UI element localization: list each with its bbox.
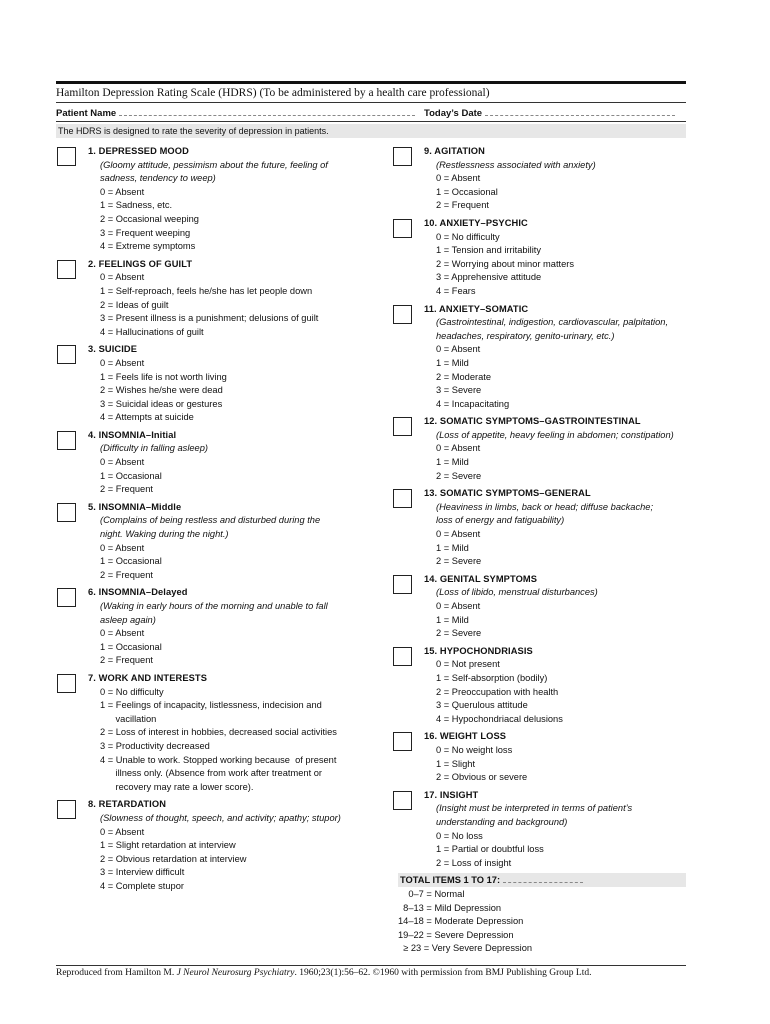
item-description: (Insight must be interpreted in terms of patient’s: [436, 803, 633, 814]
todays-date-label: Today’s Date: [424, 108, 483, 119]
item-description: loss of energy and fatiguability): [436, 515, 565, 526]
item-title: 17. INSIGHT: [424, 789, 479, 800]
total-line[interactable]: [503, 874, 583, 883]
item-title: 9. AGITATION: [424, 146, 485, 156]
item-option: 0 = No difficulty: [100, 686, 164, 697]
rating-item: [57, 672, 357, 794]
rating-item: [393, 573, 693, 641]
score-checkbox[interactable]: [57, 345, 76, 364]
item-option: 0 = No difficulty: [436, 231, 500, 242]
patient-name-line[interactable]: [119, 107, 415, 116]
item-title: 13. SOMATIC SYMPTOMS–GENERAL: [424, 488, 591, 499]
rating-item: [57, 798, 357, 893]
score-checkbox[interactable]: [57, 147, 76, 166]
rating-item: [393, 145, 693, 213]
score-checkbox[interactable]: [393, 305, 412, 324]
rating-item: [393, 487, 693, 569]
page-title: Hamilton Depression Rating Scale (HDRS) (To be administered by a health care professional): [56, 87, 490, 99]
score-range: 19–22 = Severe Depression: [398, 929, 514, 940]
rating-item: [393, 730, 693, 784]
top-rule: [56, 81, 686, 84]
item-option: 1 = Feelings of incapacity, listlessness, indecision and: [100, 700, 322, 711]
item-title: 4. INSOMNIA–Initial: [88, 429, 177, 440]
item-description: (Loss of appetite, heavy feeling in abdomen; constipation): [436, 429, 674, 440]
rating-item: [393, 415, 693, 483]
rating-item: [57, 343, 357, 425]
rating-item: [393, 645, 693, 727]
score-checkbox[interactable]: [57, 260, 76, 279]
item-option: 1 = Mild: [436, 614, 469, 625]
item-option: 0 = No loss: [436, 830, 483, 841]
score-checkbox[interactable]: [393, 575, 412, 594]
item-option: 2 = Worrying about minor matters: [436, 258, 575, 269]
item-option: 3 = Querulous attitude: [436, 700, 528, 711]
item-option: 2 = Obvious retardation at interview: [100, 853, 247, 864]
title-divider: [56, 102, 686, 103]
rating-item: [57, 145, 357, 254]
item-option: 2 = Preoccupation with health: [436, 686, 559, 697]
score-checkbox[interactable]: [393, 219, 412, 238]
item-option: 1 = Mild: [436, 357, 469, 368]
score-range: 8–13 = Mild Depression: [398, 902, 502, 913]
item-option: 1 = Slight: [436, 758, 476, 769]
item-title: 6. INSOMNIA–Delayed: [88, 587, 188, 598]
rating-item: [393, 303, 693, 412]
item-option: 1 = Partial or doubtful loss: [436, 844, 544, 855]
item-option: 1 = Occasional: [100, 641, 162, 652]
item-title: 5. INSOMNIA–Middle: [88, 501, 182, 512]
item-option: recovery may rate a lower score).: [100, 781, 254, 792]
item-option: 1 = Self-absorption (bodily): [436, 672, 548, 683]
item-option: 3 = Severe: [436, 385, 482, 396]
patient-name-label: Patient Name: [56, 108, 117, 119]
item-option: 1 = Sadness, etc.: [100, 200, 173, 211]
item-option: 4 = Fears: [436, 285, 476, 296]
item-description: sadness, tendency to weep): [100, 173, 216, 184]
item-description: night. Waking during the night.): [100, 529, 229, 540]
item-option: 2 = Severe: [436, 556, 482, 567]
item-description: understanding and background): [436, 816, 568, 827]
item-option: 1 = Tension and irritability: [436, 245, 541, 256]
footer-post: . 1960;23(1):56–62. ©1960 with permission from BMJ Publishing Group Ltd.: [294, 968, 592, 978]
item-option: 3 = Suicidal ideas or gestures: [100, 398, 223, 409]
item-option: 2 = Frequent: [100, 655, 153, 666]
item-option: 1 = Mild: [436, 542, 469, 553]
item-title: 14. GENITAL SYMPTOMS: [424, 573, 538, 584]
item-title: 16. WEIGHT LOSS: [424, 731, 507, 742]
item-option: 1 = Self-reproach, feels he/she has let people down: [100, 285, 313, 296]
item-description: (Gastrointestinal, indigestion, cardiovascular, palpitation,: [436, 317, 669, 328]
item-option: 2 = Obvious or severe: [436, 772, 528, 783]
score-interpretation: [398, 888, 532, 956]
item-option: 1 = Slight retardation at interview: [100, 840, 236, 851]
item-option: 4 = Complete stupor: [100, 880, 184, 891]
item-option: 0 = Absent: [100, 457, 145, 468]
item-option: 3 = Present illness is a punishment; delusions of guilt: [100, 313, 319, 324]
score-checkbox[interactable]: [393, 732, 412, 751]
score-checkbox[interactable]: [393, 147, 412, 166]
item-option: 3 = Apprehensive attitude: [436, 272, 542, 283]
patient-name-field[interactable]: [56, 107, 415, 119]
item-option: 0 = No weight loss: [436, 744, 513, 755]
item-option: 2 = Loss of insight: [436, 857, 512, 868]
item-option: 1 = Occasional: [436, 186, 498, 197]
footer-pre: Reproduced from Hamilton M.: [56, 968, 177, 978]
scale-description: The HDRS is designed to rate the severity of depression in patients.: [56, 124, 686, 138]
patient-divider: [56, 121, 686, 122]
footer-citation: [56, 968, 592, 978]
item-title: 1. DEPRESSED MOOD: [88, 146, 189, 156]
item-option: 2 = Frequent: [436, 200, 489, 211]
item-option: 1 = Occasional: [100, 470, 162, 481]
total-items-field[interactable]: [398, 873, 686, 887]
item-option: 2 = Loss of interest in hobbies, decreased social activities: [100, 727, 337, 738]
score-range: 14–18 = Moderate Depression: [398, 916, 524, 927]
item-description: (Difficulty in falling asleep): [100, 443, 208, 454]
item-description: (Heaviness in limbs, back or head; diffuse backache;: [436, 501, 654, 512]
item-option: 4 = Hallucinations of guilt: [100, 326, 204, 337]
item-description: (Loss of libido, menstrual disturbances): [436, 587, 598, 598]
score-checkbox[interactable]: [393, 791, 412, 810]
todays-date-field[interactable]: [424, 107, 675, 119]
item-option: 3 = Frequent weeping: [100, 227, 191, 238]
item-option: 0 = Absent: [100, 272, 145, 283]
score-checkbox[interactable]: [393, 489, 412, 508]
item-option: 0 = Absent: [436, 529, 481, 540]
score-checkbox[interactable]: [57, 431, 76, 450]
item-option: 2 = Moderate: [436, 371, 492, 382]
item-option: 4 = Unable to work. Stopped working because of present: [100, 754, 337, 765]
item-title: 7. WORK AND INTERESTS: [88, 672, 208, 683]
item-option: 4 = Incapacitating: [436, 398, 510, 409]
item-option: 0 = Absent: [436, 173, 481, 184]
item-title: 8. RETARDATION: [88, 799, 167, 810]
rating-item: [57, 429, 357, 497]
item-option: 1 = Occasional: [100, 556, 162, 567]
score-checkbox[interactable]: [393, 417, 412, 436]
item-option: 4 = Hypochondriacal delusions: [436, 713, 563, 724]
rating-item: [393, 789, 693, 871]
item-title: 10. ANXIETY–PSYCHIC: [424, 217, 528, 228]
item-option: 3 = Productivity decreased: [100, 740, 210, 751]
item-description: (Gloomy attitude, pessimism about the future, feeling of: [100, 159, 328, 170]
item-option: illness only. (Absence from work after treatment or: [100, 768, 322, 779]
item-option: vacillation: [100, 713, 157, 724]
item-option: 2 = Occasional weeping: [100, 213, 199, 224]
score-range: 0–7 = Normal: [398, 889, 465, 899]
score-checkbox[interactable]: [57, 674, 76, 693]
item-title: 3. SUICIDE: [88, 344, 138, 355]
rating-item: [57, 586, 357, 668]
item-option: 0 = Absent: [100, 628, 145, 639]
item-option: 1 = Mild: [436, 457, 469, 468]
item-option: 2 = Severe: [436, 628, 482, 639]
item-option: 2 = Severe: [436, 470, 482, 481]
item-option: 0 = Absent: [436, 344, 481, 355]
item-option: 4 = Attempts at suicide: [100, 412, 194, 423]
item-option: 4 = Extreme symptoms: [100, 241, 196, 252]
item-title: 11. ANXIETY–SOMATIC: [424, 303, 529, 314]
item-option: 0 = Absent: [100, 186, 145, 197]
item-option: 0 = Absent: [100, 357, 145, 368]
score-checkbox[interactable]: [57, 800, 76, 819]
item-option: 3 = Interview difficult: [100, 867, 185, 878]
item-option: 0 = Not present: [436, 659, 500, 670]
score-range: ≥ 23 = Very Severe Depression: [398, 943, 533, 954]
item-option: 2 = Wishes he/she were dead: [100, 385, 223, 396]
item-option: 0 = Absent: [436, 443, 481, 454]
item-option: 0 = Absent: [100, 542, 145, 553]
todays-date-line[interactable]: [485, 107, 675, 116]
item-option: 0 = Absent: [100, 826, 145, 837]
item-option: 2 = Frequent: [100, 484, 153, 495]
item-description: asleep again): [100, 614, 156, 625]
item-option: 2 = Frequent: [100, 569, 153, 580]
item-description: headaches, respiratory, genito-urinary, etc.): [436, 330, 615, 341]
item-title: 15. HYPOCHONDRIASIS: [424, 645, 533, 656]
item-description: (Slowness of thought, speech, and activity; apathy; stupor): [100, 812, 341, 823]
rating-item: [57, 501, 357, 583]
item-description: (Complains of being restless and disturbed during the: [100, 515, 321, 526]
total-label: TOTAL ITEMS 1 TO 17:: [400, 875, 501, 885]
item-option: 0 = Absent: [436, 601, 481, 611]
footer-journal: J Neurol Neurosurg Psychiatry: [176, 968, 295, 978]
item-option: 2 = Ideas of guilt: [100, 299, 169, 310]
score-checkbox[interactable]: [57, 588, 76, 607]
rating-item: [57, 258, 357, 340]
item-title: 12. SOMATIC SYMPTOMS–GASTROINTESTINAL: [424, 416, 641, 427]
right-column: [393, 145, 693, 870]
item-description: (Waking in early hours of the morning and unable to fall: [100, 601, 328, 611]
footer-rule: [56, 965, 686, 966]
item-option: 1 = Feels life is not worth living: [100, 371, 227, 382]
left-column: [57, 145, 357, 893]
item-description: (Restlessness associated with anxiety): [436, 159, 596, 170]
score-checkbox[interactable]: [393, 647, 412, 666]
item-title: 2. FEELINGS OF GUILT: [88, 258, 193, 269]
rating-item: [393, 217, 693, 299]
score-checkbox[interactable]: [57, 503, 76, 522]
